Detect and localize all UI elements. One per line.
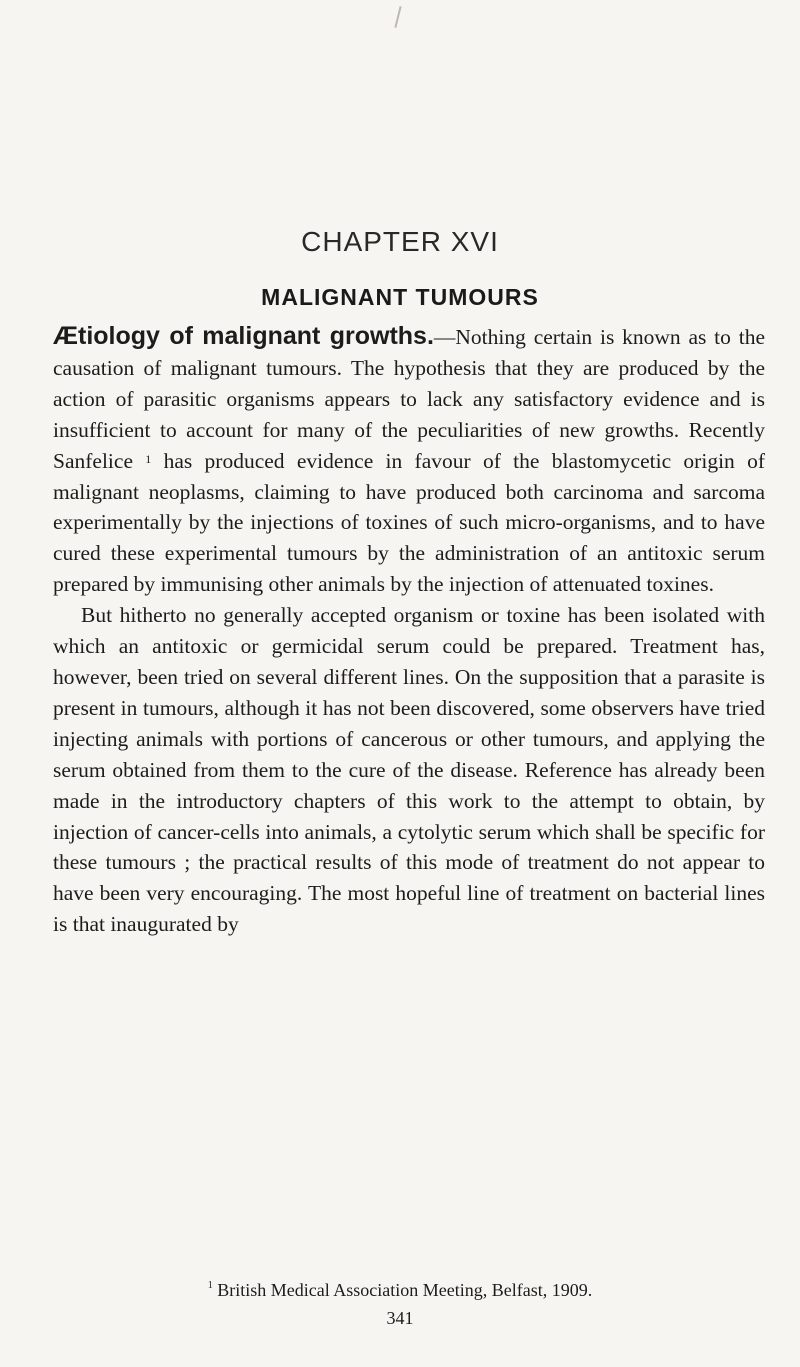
footnote-marker: 1	[207, 1280, 213, 1291]
page-number: 341	[386, 1308, 414, 1328]
margin-mark	[394, 6, 401, 28]
footnote-reference[interactable]: 1	[145, 451, 152, 466]
paragraph-1-text: Nothing certain is known as to the causation of malignant tumours. The hypothesis that they are produced by the action of parasitic organisms appears to lack any satisfactory evidence and is insufficient to account for many of the peculiarities of new growths. Recently Sanfelice	[53, 325, 765, 473]
paragraph-1-continuation: has produced evidence in favour of the blastomycetic origin of malignant neoplasms, claiming to have produced both carcinoma and sarcoma experimentally by the injections of toxines of such micro-organisms, and to have cured these experimental tumours by the administration of an antitoxic serum prepared by immunising other animals by the injection of attenuated toxines.	[53, 448, 765, 597]
chapter-heading: CHAPTER XVI	[301, 226, 499, 257]
footnote-text: British Medical Association Meeting, Belfast, 1909.	[217, 1280, 593, 1300]
chapter-title: MALIGNANT TUMOURS	[261, 284, 539, 310]
body-text	[53, 321, 765, 940]
footnote	[0, 1280, 800, 1301]
paragraph-2: But hitherto no generally accepted organism or toxine has been isolated with which an antitoxic or germicidal serum could be prepared. Treatment has, however, been tried on several different lines. On the supposition that a parasite is present in tumours, although it has not been discovered, some observers have tried injecting animals with portions of cancerous or other tumours, and applying the serum obtained from them to the cure of the disease. Reference has already been made in the introductory chapters of this work to the attempt to obtain, by injection of cancer-cells into animals, a cytolytic serum which shall be specific for these tumours ; the practical results of this mode of treatment do not appear to have been very encouraging. The most hopeful line of treatment on bacterial lines is that inaugurated by	[53, 603, 765, 937]
section-heading: Ætiology of malignant growths.	[53, 322, 434, 350]
paragraph-1	[53, 321, 765, 600]
section-dash: —	[433, 325, 456, 349]
